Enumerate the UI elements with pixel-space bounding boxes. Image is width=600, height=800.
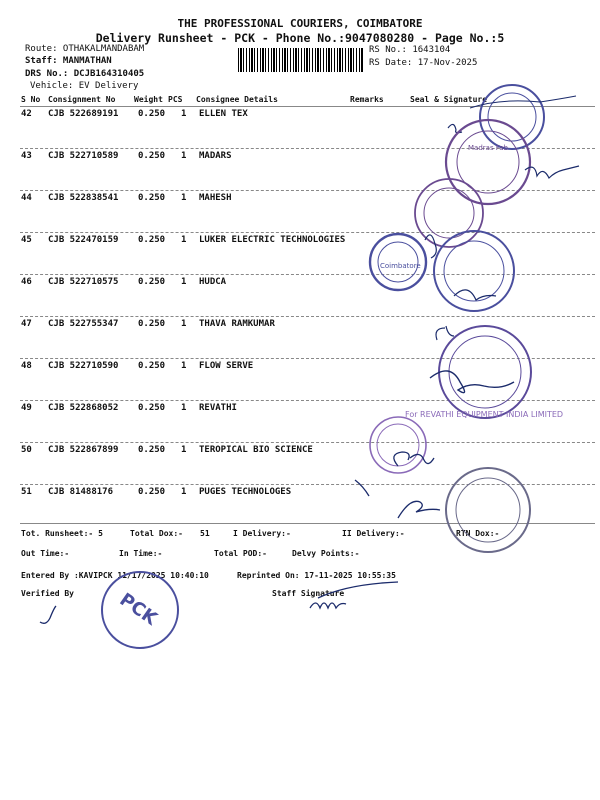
cell-consignment: CJB 522755347 — [48, 319, 119, 329]
company-title: THE PROFESSIONAL COURIERS, COIMBATORE — [177, 17, 423, 30]
delvy-points: Delvy Points:- — [292, 549, 360, 558]
cell-sno: 44 — [21, 193, 32, 203]
cell-pcs: 1 — [181, 319, 187, 329]
i-delivery: I Delivery:- — [233, 529, 291, 538]
cell-sno: 42 — [21, 109, 32, 119]
col-sno: S No — [21, 95, 41, 104]
staff-label: Staff: MANMATHAN — [25, 56, 112, 66]
cell-consignment: CJB 522710590 — [48, 361, 119, 371]
signature-47 — [436, 326, 454, 340]
col-remarks: Remarks — [350, 95, 384, 104]
staff-signature-label: Staff Signature — [272, 589, 345, 598]
stamp-madars — [446, 120, 530, 204]
cell-pcs: 1 — [181, 193, 187, 203]
stamp-madars-text: Madras Fab — [468, 144, 508, 152]
cell-weight: 0.250 — [138, 151, 166, 161]
cell-pcs: 1 — [181, 361, 187, 371]
cell-weight: 0.250 — [138, 319, 166, 329]
rtn-dox: RTN Dox:- — [456, 529, 500, 538]
col-pcs: PCS — [168, 95, 183, 104]
cell-consignee: TEROPICAL BIO SCIENCE — [199, 445, 313, 455]
cell-weight: 0.250 — [138, 277, 166, 287]
stamp-revathi-text: For REVATHI EQUIPMENT INDIA LIMITED — [405, 410, 564, 419]
stamp-hudca — [434, 231, 514, 311]
signature-43 — [525, 166, 579, 178]
total-dox-value: 51 — [200, 529, 210, 538]
verified-tick — [40, 606, 56, 623]
ii-delivery: II Delivery:- — [342, 529, 405, 538]
out-time: Out Time:- — [21, 549, 70, 558]
stamp-luker — [370, 234, 426, 290]
stamp-ellen-tex — [480, 85, 544, 149]
rs-number: RS No.: 1643104 — [369, 45, 451, 55]
cell-weight: 0.250 — [138, 403, 166, 413]
cell-consignment: CJB 522867899 — [48, 445, 119, 455]
cell-consignee: FLOW SERVE — [199, 361, 254, 371]
cell-weight: 0.250 — [138, 361, 166, 371]
cell-consignee: HUDCA — [199, 277, 227, 287]
cell-pcs: 1 — [181, 151, 187, 161]
cell-sno: 46 — [21, 277, 32, 287]
cell-pcs: 1 — [181, 277, 187, 287]
total-pod: Total POD:- — [214, 549, 267, 558]
cell-pcs: 1 — [181, 403, 187, 413]
cell-pcs: 1 — [181, 445, 187, 455]
cell-consignee: LUKER ELECTRIC TECHNOLOGIES — [199, 235, 346, 245]
col-consignee: Consignee Details — [196, 95, 278, 104]
cell-weight: 0.250 — [138, 193, 166, 203]
cell-consignee: MAHESH — [199, 193, 232, 203]
stamp-pck-text: PCK — [115, 589, 161, 630]
cell-consignment: CJB 522710589 — [48, 151, 119, 161]
cell-weight: 0.250 — [138, 445, 166, 455]
cell-weight: 0.250 — [138, 487, 166, 497]
cell-weight: 0.250 — [138, 235, 166, 245]
route-label: Route: OTHAKALMANDABAM — [25, 44, 145, 54]
cell-consignment: CJB 81488176 — [48, 487, 114, 497]
cell-consignment: CJB 522710575 — [48, 277, 119, 287]
vehicle-label: Vehicle: EV Delivery — [30, 81, 139, 91]
stamp-mahesh — [415, 179, 483, 247]
cell-consignee: PUGES TECHNOLOGES — [199, 487, 292, 497]
stamp-pck — [102, 572, 178, 648]
cell-sno: 45 — [21, 235, 32, 245]
cell-sno: 50 — [21, 445, 32, 455]
verified-by: Verified By — [21, 589, 74, 598]
col-weight: Weight — [134, 95, 163, 104]
drs-number: DRS No.: DCJB164310405 — [25, 69, 145, 79]
col-consignment: Consignment No — [48, 95, 116, 104]
staff-signature-mark — [310, 582, 398, 608]
cell-sno: 47 — [21, 319, 32, 329]
cell-consignment: CJB 522838541 — [48, 193, 119, 203]
in-time: In Time:- — [119, 549, 163, 558]
cell-sno: 51 — [21, 487, 32, 497]
cell-sno: 43 — [21, 151, 32, 161]
entered-by: Entered By :KAVIPCK 11/17/2025 10:40:10 — [21, 571, 209, 580]
cell-pcs: 1 — [181, 487, 187, 497]
cell-consignee: REVATHI — [199, 403, 237, 413]
cell-consignment: CJB 522689191 — [48, 109, 119, 119]
stamp-luker-text: Coimbatore — [380, 262, 421, 270]
cell-consignment: CJB 522470159 — [48, 235, 119, 245]
rs-date: RS Date: 17-Nov-2025 — [369, 58, 478, 68]
stamp-revathi — [370, 410, 563, 473]
cell-weight: 0.250 — [138, 109, 166, 119]
col-seal-signature: Seal & Signature — [410, 95, 488, 104]
runsheet-subtitle: Delivery Runsheet - PCK - Phone No.:9047080280 - Page No.:5 — [95, 31, 505, 45]
cell-consignment: CJB 522868052 — [48, 403, 119, 413]
stamp-flow-serve — [439, 326, 531, 418]
cell-consignee: ELLEN TEX — [199, 109, 248, 119]
reprinted-on: Reprinted On: 17-11-2025 10:55:35 — [237, 571, 396, 580]
signature-51 — [355, 480, 440, 518]
tot-runsheet: Tot. Runsheet:- 5 — [21, 529, 103, 538]
cell-pcs: 1 — [181, 109, 187, 119]
cell-consignee: MADARS — [199, 151, 232, 161]
cell-sno: 48 — [21, 361, 32, 371]
stamp-puges — [446, 468, 530, 552]
cell-pcs: 1 — [181, 235, 187, 245]
signature-46 — [454, 290, 496, 300]
total-dox-label: Total Dox:- — [130, 529, 183, 538]
cell-consignee: THAVA RAMKUMAR — [199, 319, 275, 329]
cell-sno: 49 — [21, 403, 32, 413]
